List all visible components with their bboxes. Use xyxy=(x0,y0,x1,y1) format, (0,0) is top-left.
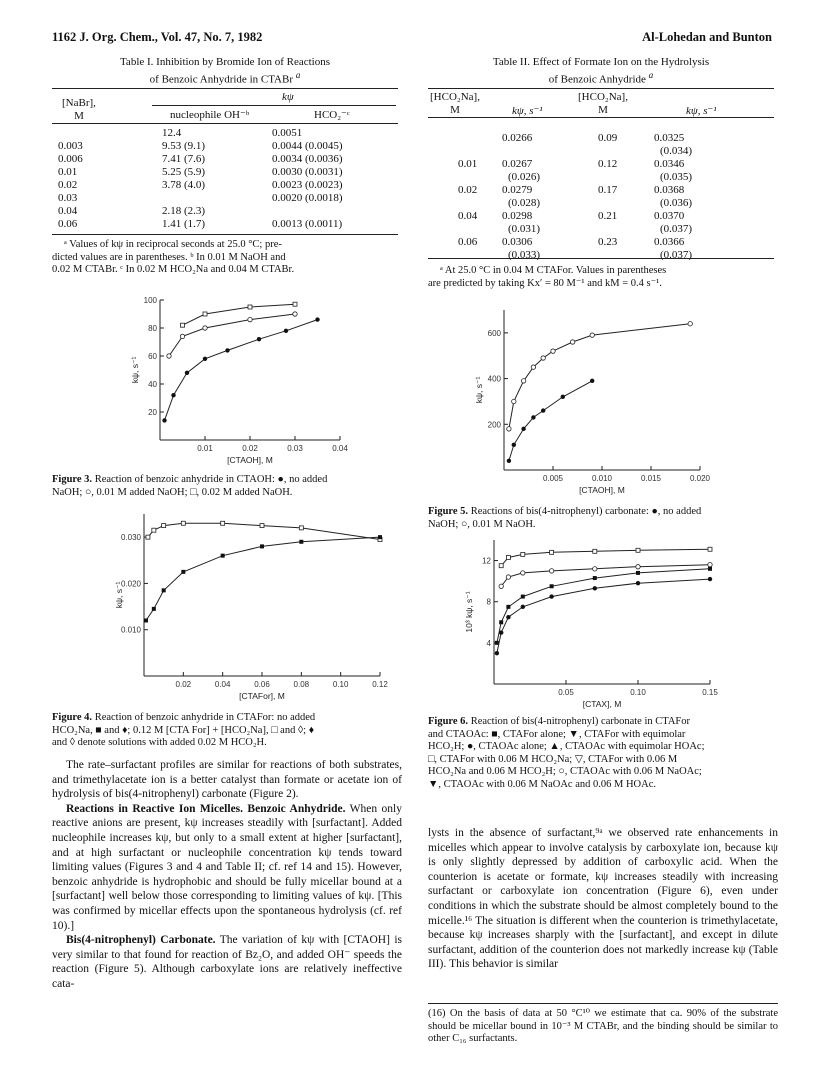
y-tick-label: 0.030 xyxy=(120,533,141,543)
data-point xyxy=(521,427,525,431)
table1-body xyxy=(52,127,398,231)
table2-right-k: 0.0368 xyxy=(654,184,685,196)
data-point xyxy=(507,459,511,463)
x-tick-label: 0.010 xyxy=(591,474,613,483)
data-point xyxy=(315,317,319,321)
y-tick-label: 4 xyxy=(486,638,491,648)
table-row xyxy=(52,205,398,218)
data-point xyxy=(171,393,175,397)
series-curve xyxy=(501,565,710,587)
data-point xyxy=(590,333,594,337)
data-point xyxy=(203,312,207,316)
series-curve xyxy=(169,314,295,356)
data-point xyxy=(506,575,510,579)
y-tick-label: 60 xyxy=(148,352,157,361)
x-tick-label: 0.005 xyxy=(542,474,564,483)
table1-cell-nabr: 0.01 xyxy=(58,166,78,178)
table2-left-conc: 0.02 xyxy=(458,184,478,196)
data-point xyxy=(260,544,264,548)
data-point xyxy=(221,554,225,558)
data-point xyxy=(293,302,297,306)
table1-cell-nabr: 0.02 xyxy=(58,179,78,191)
data-point xyxy=(512,443,516,447)
data-point xyxy=(506,555,510,559)
table1-cell-hco2: 0.0051 xyxy=(272,127,303,139)
data-point xyxy=(152,607,156,611)
data-point xyxy=(593,586,597,590)
y-tick-label: 0.010 xyxy=(120,625,141,635)
table2-right-pred: (0.037) xyxy=(660,249,693,261)
data-point xyxy=(541,408,545,412)
data-point xyxy=(144,618,148,622)
data-point xyxy=(636,581,640,585)
y-tick-label: 80 xyxy=(148,324,157,333)
x-tick-label: 0.015 xyxy=(640,474,662,483)
x-tick-label: 0.03 xyxy=(287,444,303,453)
x-tick-label: 0.04 xyxy=(332,444,348,453)
series-curve xyxy=(501,549,710,565)
y-tick-label: 40 xyxy=(148,380,157,389)
series-curve xyxy=(146,537,380,620)
x-axis-label: [CTAOH], M xyxy=(579,485,625,495)
table1-cell-nabr: 0.003 xyxy=(58,140,83,152)
data-point xyxy=(162,524,166,528)
data-point xyxy=(550,584,554,588)
data-point xyxy=(507,427,511,431)
figure6-caption: Figure 6. Reaction of bis(4-nitrophenyl) carbonate in CTAFor and CTAOAc: ■, CTAFor alone; ▼, CTAFor with equimolar HCO₂H; ●, CTAOAc alone; ▲, CTAOAc with equimolar HOAc; □, CTAFor with 0.06 M HCO₂Na; ▽, CTAFor with 0.06 M HCO₂Na and 0.06 M HCO₂H; ○, CTAOAc with 0.06 M NaOAc; ▼, CTAOAc with 0.06 M NaOAc and 0.06 M HOAc. xyxy=(428,716,705,790)
data-point xyxy=(225,348,229,352)
table1: [NaBr], M kψ nucleophile OH⁻ᵇ HCO₂⁻ᶜ 12.4 0.0051 0.003 9.53 (9.1) 0.0044 (0.0045) 0.006 7.41 (7.6) 0.0034 (0.0036) 0.01 5.25 (5.9) 0.0030 (0.0031) 0.02 3.78 (4.0) 0.0023 (0.0023) 0.03 0.0020 (0.0018) 0.04 2.18 (2.3) 0.06 1.41 (1.7) 0.0013 (0.0011) ᵃ Values of kψ in reciprocal seconds at 25.0 °C; pre- dicted values are in parentheses. ᵇ In 0.01 M NaOH and 0.02 M CTABr. ᶜ In 0.02 M HCO₂Na and 0.04 M CTABr. xyxy=(52,88,398,277)
data-point xyxy=(146,535,150,539)
x-tick-label: 0.01 xyxy=(197,444,213,453)
y-tick-label: 400 xyxy=(487,374,501,384)
data-point xyxy=(181,323,185,327)
data-point xyxy=(688,322,692,326)
data-point xyxy=(257,337,261,341)
running-header-cite: 1162 J. Org. Chem., Vol. 47, No. 7, 1982 xyxy=(52,30,263,44)
table1-cell-nabr: 0.06 xyxy=(58,218,78,230)
figure4-chart xyxy=(100,506,400,706)
x-axis-label: [CTAFor], M xyxy=(239,691,285,701)
data-point xyxy=(531,415,535,419)
data-point xyxy=(181,521,185,525)
data-point xyxy=(248,305,252,309)
table1-cell-hco2: 0.0030 (0.0031) xyxy=(272,166,343,178)
table1-cell-hco2: 0.0013 (0.0011) xyxy=(272,218,343,230)
data-point xyxy=(708,577,712,581)
data-point xyxy=(162,418,166,422)
table2-right-conc: 0.12 xyxy=(598,158,618,170)
x-tick-label: 0.10 xyxy=(332,680,349,689)
series-curve xyxy=(497,569,710,643)
data-point xyxy=(550,550,554,554)
series-curve xyxy=(497,579,710,653)
table1-cell-oh: 5.25 (5.9) xyxy=(162,166,206,178)
table1-cell-oh: 1.41 (1.7) xyxy=(162,218,206,230)
table1-cell-hco2: 0.0020 (0.0018) xyxy=(272,192,343,204)
y-tick-label: 8 xyxy=(486,597,491,607)
table2-left-conc: 0.01 xyxy=(458,158,478,170)
table2-right-pred: (0.034) xyxy=(660,145,693,157)
figure3-chart xyxy=(120,292,360,472)
table2-right-pred: (0.035) xyxy=(660,171,693,183)
x-tick-label: 0.10 xyxy=(630,688,646,697)
data-point xyxy=(593,567,597,571)
data-point xyxy=(551,349,555,353)
data-point xyxy=(570,340,574,344)
body-left: The rate–surfactant profiles are similar for reactions of both substrates, and trimethylacetate ion is a better catalyst than formate or acetate ion of hydrolysis of bis(4-nitrophenyl) carbonate (Figure 2). Reactions in Reactive Ion Micelles. Benzoic Anhydride. When only reactive anions are present, kψ increases steadily with [surfactant]. Added nucleophile increases kψ, but only to a small extent at higher [surfactant], and at high surfactant or nucleophile concentration kψ tends toward limiting values (Figures 3 and 4 and Table II; cf. ref 14 and 15). However, benzoic anhydride is hydrophobic and should be fully micellar bound at a [surfactant] well below those corresponding to limiting values of kψ. [This was confirmed by micellar effects upon the spontaneous hydrolysis (cf. ref 10).] Bis(4-nitrophenyl) Carbonate. The variation of kψ with [CTAOH] is very similar to that found for reaction of Bz₂O, and added OH⁻ speeds the reaction (Figure 5). Although carboxylate ions are relatively ineffective cata- xyxy=(52,759,402,990)
data-point xyxy=(180,334,184,338)
data-point xyxy=(521,605,525,609)
table-row xyxy=(52,192,398,205)
data-point xyxy=(506,605,510,609)
table2-left-pred: (0.033) xyxy=(508,249,541,261)
table-row xyxy=(52,179,398,192)
table-row xyxy=(52,153,398,166)
running-header-authors: Al-Lohedan and Bunton xyxy=(642,30,772,44)
figure6-chart xyxy=(466,534,726,712)
table1-cell-hco2: 0.0023 (0.0023) xyxy=(272,179,343,191)
data-point xyxy=(248,317,252,321)
x-tick-label: 0.02 xyxy=(175,680,192,689)
data-point xyxy=(499,620,503,624)
data-point xyxy=(152,528,156,532)
table2-left-pred: (0.031) xyxy=(508,223,541,235)
table2-left-k: 0.0298 xyxy=(502,210,533,222)
y-axis-label: kψ, s⁻¹ xyxy=(474,376,484,404)
data-point xyxy=(378,535,382,539)
data-point xyxy=(521,571,525,575)
footnote-rule xyxy=(428,1003,778,1004)
table2-right-conc: 0.09 xyxy=(598,132,618,144)
data-point xyxy=(495,651,499,655)
data-point xyxy=(162,588,166,592)
x-tick-label: 0.05 xyxy=(558,688,574,697)
data-point xyxy=(299,526,303,530)
table2-right-conc: 0.21 xyxy=(598,210,618,222)
data-point xyxy=(531,365,535,369)
x-tick-label: 0.04 xyxy=(214,680,231,689)
table2-left-k: 0.0279 xyxy=(502,184,533,196)
table2-right-conc: 0.23 xyxy=(598,236,618,248)
table-row xyxy=(52,166,398,179)
data-point xyxy=(284,329,288,333)
data-point xyxy=(593,549,597,553)
body-right: lysts in the absence of surfactant,⁹ᵃ we observed rate enhancements in micelles which appear to involve catalysis by carboxylate ion, because kψ is only slightly depressed by addition of carboxylic acid. When the counterion is acetate or formate, kψ increases steadily with increasing surfactant or carboxylate ion concentration (Figure 6), even under conditions in which the substrate should be almost completely bound to the micelle.¹⁶ The situation is different when the counterion is trimethylacetate, because kψ increases sharply with the [surfactant], and except in dilute surfactant, addition of the counterion does not markedly increase kψ (Table III). This behavior is similar xyxy=(428,827,778,971)
table2-left-conc: 0.04 xyxy=(458,210,478,222)
data-point xyxy=(708,547,712,551)
data-point xyxy=(636,571,640,575)
table1-cell-hco2 xyxy=(272,205,398,218)
data-point xyxy=(499,584,503,588)
data-point xyxy=(299,540,303,544)
x-axis-label: [CTAOH], M xyxy=(227,455,273,465)
y-tick-label: 100 xyxy=(143,296,157,305)
figure5-caption: Figure 5. Reactions of bis(4-nitrophenyl) carbonate: ●, no added NaOH; ○, 0.01 M NaOH. xyxy=(428,506,702,530)
table2-left-conc: 0.06 xyxy=(458,236,478,248)
table2-left-k: 0.0267 xyxy=(502,158,533,170)
table1-cell-hco2: 0.0034 (0.0036) xyxy=(272,153,343,165)
x-axis-label: [CTAX], M xyxy=(582,699,622,709)
data-point xyxy=(260,524,264,528)
table1-cell-nabr: 0.03 xyxy=(58,192,78,204)
table2-right-conc: 0.17 xyxy=(598,184,618,196)
y-axis-label: kψ, s⁻¹ xyxy=(130,356,140,384)
y-tick-label: 0.020 xyxy=(120,579,141,589)
data-point xyxy=(593,576,597,580)
data-point xyxy=(541,356,545,360)
figure5-chart xyxy=(470,302,720,502)
data-point xyxy=(708,567,712,571)
data-point xyxy=(521,552,525,556)
data-point xyxy=(185,371,189,375)
table1-cell-nabr: 0.04 xyxy=(58,205,78,217)
y-tick-label: 12 xyxy=(482,556,491,566)
data-point xyxy=(499,630,503,634)
table2-footnote: ᵃ At 25.0 °C in 0.04 M CTAFor. Values in parentheses are predicted by taking Kx′ = 80 M⁻¹ and kM = 0.4 s⁻¹. xyxy=(428,265,667,289)
y-tick-label: 600 xyxy=(487,328,501,338)
table1-cell-hco2: 0.0044 (0.0045) xyxy=(272,140,343,152)
table1-title: Table I. Inhibition by Bromide Ion of Reactions of Benzoic Anhydride in CTABr $^a$ xyxy=(119,56,331,86)
table2-right-k: 0.0325 xyxy=(654,132,685,144)
data-point xyxy=(203,357,207,361)
data-point xyxy=(203,326,207,330)
table1-footnote: ᵃ Values of kψ in reciprocal seconds at 25.0 °C; pre- dicted values are in parentheses. ᵇ In 0.01 M NaOH and 0.02 M CTABr. ᶜ In 0.02 M HCO₂Na and 0.04 M CTABr. xyxy=(52,239,295,275)
figure4-caption: Figure 4. Reaction of benzoic anhydride in CTAFor: no added HCO₂Na, ■ and ♦; 0.12 M [CTA For] + [HCO₂Na], □ and ◊; ♦ and ◊ denote solutions with added 0.02 M HCO₂H. xyxy=(52,712,316,748)
table1-cell-oh: 2.18 (2.3) xyxy=(162,205,206,217)
x-tick-label: 0.08 xyxy=(293,680,310,689)
data-point xyxy=(636,548,640,552)
x-tick-label: 0.12 xyxy=(372,680,388,689)
table1-cell-oh: 7.41 (7.6) xyxy=(162,153,206,165)
data-point xyxy=(167,354,171,358)
table-row xyxy=(52,127,398,140)
footnote-16: (16) On the basis of data at 50 °C¹⁰ we estimate that ca. 90% of the substrate should be micellar bound in 10⁻³ M CTABr, and the binding should be similar to other C₁₆ surfactants. xyxy=(428,1008,778,1044)
data-point xyxy=(521,595,525,599)
data-point xyxy=(708,562,712,566)
table2-right-pred: (0.036) xyxy=(660,197,693,209)
table2-right-k: 0.0366 xyxy=(654,236,685,248)
table1-cell-oh: 9.53 (9.1) xyxy=(162,140,206,152)
table2: [HCO₂Na], M kψ, s⁻¹ [HCO₂Na], M kψ, s⁻¹ 0.0266 0.01 0.0267 (0.026) 0.02 0.0279 (0.028) 0.04 0.0298 (0.031) 0.06 0.0306 (0.033) 0.09 0.0325 (0.034) 0.12 0.0346 (0.035) 0.17 0.0368 (0.036) 0.21 0.0370 (0.037) 0.23 0.0366 (0.037) ᵃ At 25.0 °C in 0.04 M CTAFor. Values in parentheses are predicted by taking Kx′ = 80 M⁻¹ and kM = 0.4 s⁻¹. xyxy=(428,88,774,290)
data-point xyxy=(181,570,185,574)
y-tick-label: 200 xyxy=(487,420,501,430)
table1-cell-nabr: 0.006 xyxy=(58,153,83,165)
table-row xyxy=(52,140,398,153)
data-point xyxy=(561,395,565,399)
y-axis-label: kψ, s⁻¹ xyxy=(114,581,124,609)
data-point xyxy=(293,312,297,316)
series-curve xyxy=(509,381,592,461)
data-point xyxy=(549,594,553,598)
data-point xyxy=(521,379,525,383)
table2-right-pred: (0.037) xyxy=(660,223,693,235)
table1-cell-oh: 3.78 (4.0) xyxy=(162,179,206,191)
y-axis-label: 10³ kψ, s⁻¹ xyxy=(464,591,474,633)
series-curve xyxy=(509,324,690,429)
data-point xyxy=(499,564,503,568)
table1-cell-nabr xyxy=(52,127,132,140)
x-tick-label: 0.02 xyxy=(242,444,258,453)
table-row xyxy=(52,218,398,231)
y-tick-label: 20 xyxy=(148,408,157,417)
data-point xyxy=(506,615,510,619)
table2-left-pred: (0.028) xyxy=(508,197,541,209)
x-tick-label: 0.15 xyxy=(702,688,718,697)
table1-cell-oh: 12.4 xyxy=(162,127,182,139)
data-point xyxy=(221,521,225,525)
table2-left-pred: (0.026) xyxy=(508,171,541,183)
data-point xyxy=(549,569,553,573)
table2-left-k: 0.0266 xyxy=(502,132,533,144)
table2-body xyxy=(428,118,774,261)
data-point xyxy=(636,565,640,569)
table1-cell-oh xyxy=(132,192,272,205)
data-point xyxy=(512,399,516,403)
data-point xyxy=(590,379,594,383)
x-tick-label: 0.020 xyxy=(689,474,711,483)
table2-right-k: 0.0370 xyxy=(654,210,685,222)
table2-right-k: 0.0346 xyxy=(654,158,685,170)
table2-title: Table II. Effect of Formate Ion on the Hydrolysis of Benzoic Anhydride $^a$ xyxy=(492,56,710,86)
table2-left-k: 0.0306 xyxy=(502,236,533,248)
x-tick-label: 0.06 xyxy=(254,680,270,689)
figure3-caption: Figure 3. Reaction of benzoic anhydride in CTAOH: ●, no added NaOH; ○, 0.01 M added NaOH; □, 0.02 M added NaOH. xyxy=(52,474,328,498)
